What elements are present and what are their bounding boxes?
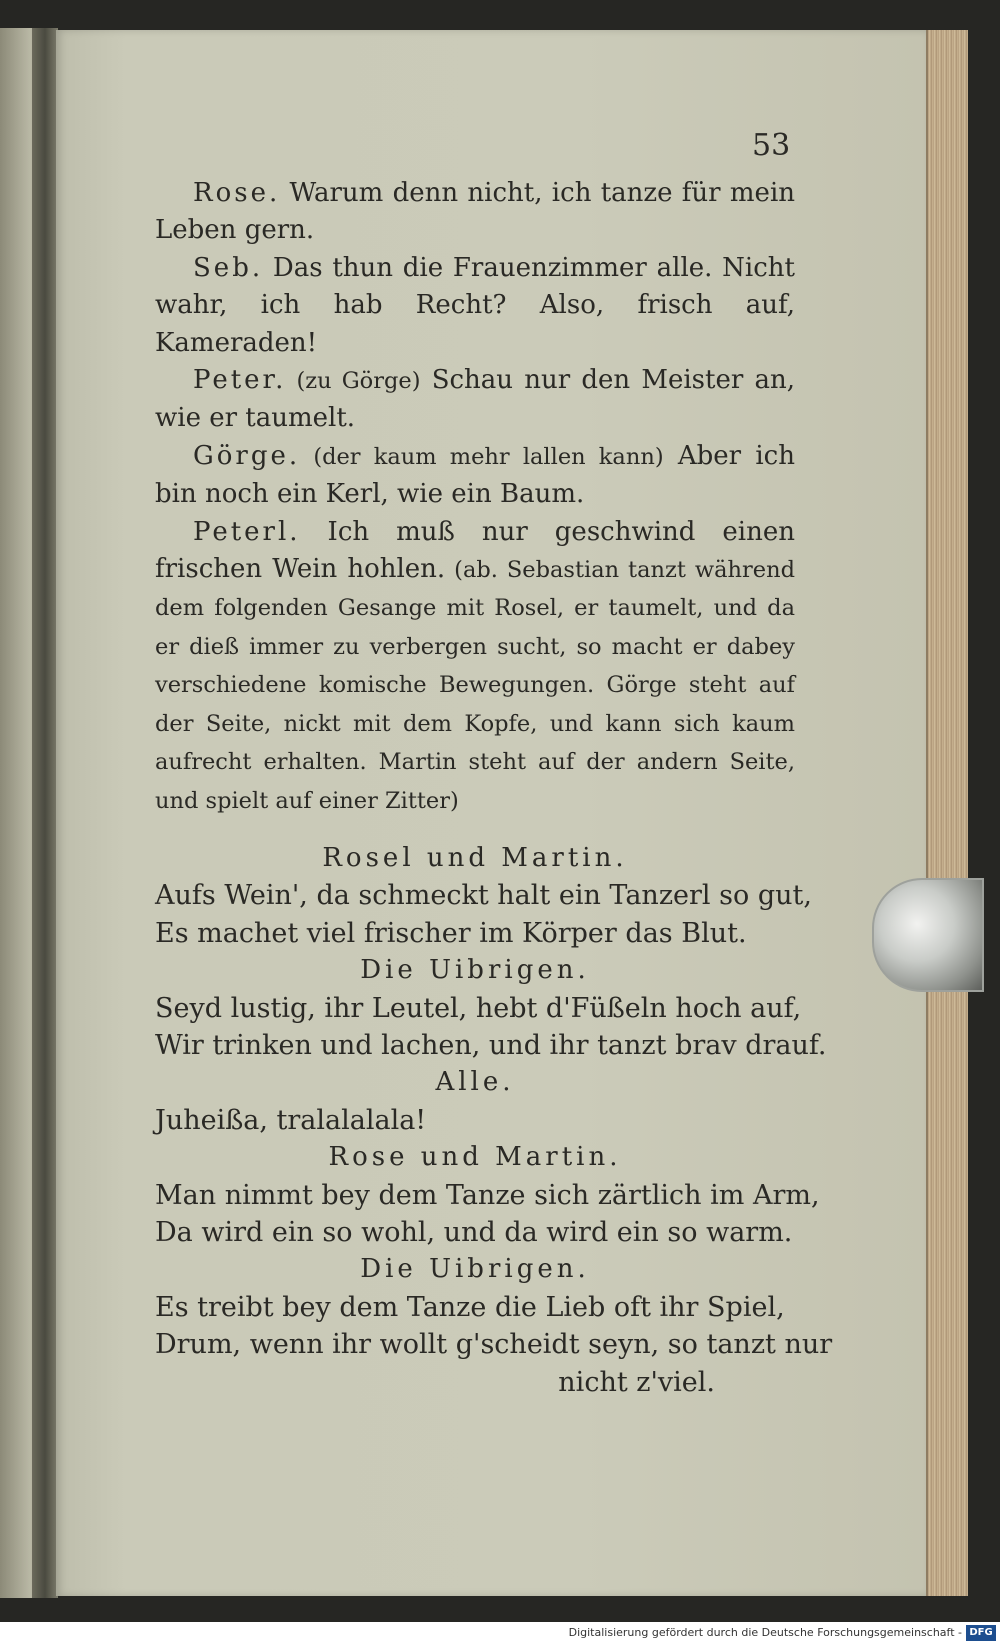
footer-credit: Digitalisierung gefördert durch die Deutsche Forschungsgemeinschaft -	[568, 1626, 962, 1639]
verse-heading: Rosel und Martin.	[322, 842, 628, 873]
dialogue-paragraph	[155, 250, 795, 362]
verse-heading: Die Uibrigen.	[360, 1254, 590, 1285]
page-text	[155, 175, 833, 1401]
book-gutter	[32, 28, 58, 1598]
verse-line: Wir trinken und lachen, und ihr tanzt brav drauf.	[155, 1029, 827, 1061]
verse-heading: Alle.	[435, 1067, 515, 1098]
dialogue-text: Ich muß nur geschwind einen frischen Wein hohlen.	[155, 516, 795, 585]
digitization-footer	[0, 1622, 1000, 1645]
stage-direction: (zu Görge)	[286, 368, 421, 395]
dialogue-text: Schau nur den Meister an, wie er taumelt.	[155, 365, 796, 434]
stage-direction: (der kaum mehr lallen kann)	[300, 443, 664, 470]
dialogue-paragraph	[155, 175, 795, 250]
page-clip	[872, 878, 984, 992]
speaker-name: Rose.	[193, 178, 281, 208]
verse-continuation: nicht z'viel.	[558, 1366, 715, 1398]
song-block	[155, 840, 833, 1401]
page-edges	[926, 30, 968, 1596]
verse-line: Drum, wenn ihr wollt g'scheidt seyn, so tanzt nur	[155, 1329, 833, 1361]
verse-line: Seyd lustig, ihr Leutel, hebt d'Füßeln hoch auf,	[155, 992, 802, 1024]
verse-line: Man nimmt bey dem Tanze sich zärtlich im Arm,	[155, 1179, 820, 1211]
verse-line: Aufs Wein', da schmeckt halt ein Tanzerl so gut,	[155, 880, 812, 912]
page-number: 53	[752, 128, 791, 163]
dfg-logo-icon: DFG	[966, 1625, 996, 1641]
verse-heading: Rose und Martin.	[328, 1142, 622, 1173]
speaker-name: Seb.	[193, 252, 264, 283]
dialogue-paragraph	[155, 362, 795, 438]
dialogue-paragraph	[155, 438, 795, 514]
dialogue-text: Aber ich bin noch ein Kerl, wie ein Baum.	[155, 440, 795, 510]
dialogue-text: Warum denn nicht, ich tanze für mein Leben gern.	[155, 178, 795, 246]
dialogue-paragraph	[155, 514, 795, 820]
stage-direction: (ab. Sebastian tanzt während dem folgenden Gesange mit Rosel, er taumelt, und da er dieß immer zu verbergen sucht, so macht er dabey verschiedene komische Bewegungen. Görge steht auf der Seite, nickt mit dem Kopfe, und kann sich kaum aufrecht erhalten. Martin steht auf der andern Seite, und spielt auf einer Zitter)	[155, 557, 795, 814]
speaker-name: Peterl.	[193, 516, 301, 547]
speaker-name: Görge.	[193, 440, 301, 471]
verse-line: Es machet viel frischer im Körper das Blut.	[155, 917, 747, 949]
verse-line: Da wird ein so wohl, und da wird ein so warm.	[155, 1216, 793, 1248]
verse-line: Juheißa, tralalalala!	[155, 1104, 427, 1136]
speaker-name: Peter.	[193, 365, 287, 396]
verse-line: Es treibt bey dem Tanze die Lieb oft ihr Spiel,	[155, 1291, 785, 1323]
verse-heading: Die Uibrigen.	[360, 955, 590, 986]
dialogue-text: Das thun die Frauenzimmer alle. Nicht wahr, ich hab Recht? Also, frisch auf, Kameraden!	[155, 252, 795, 358]
